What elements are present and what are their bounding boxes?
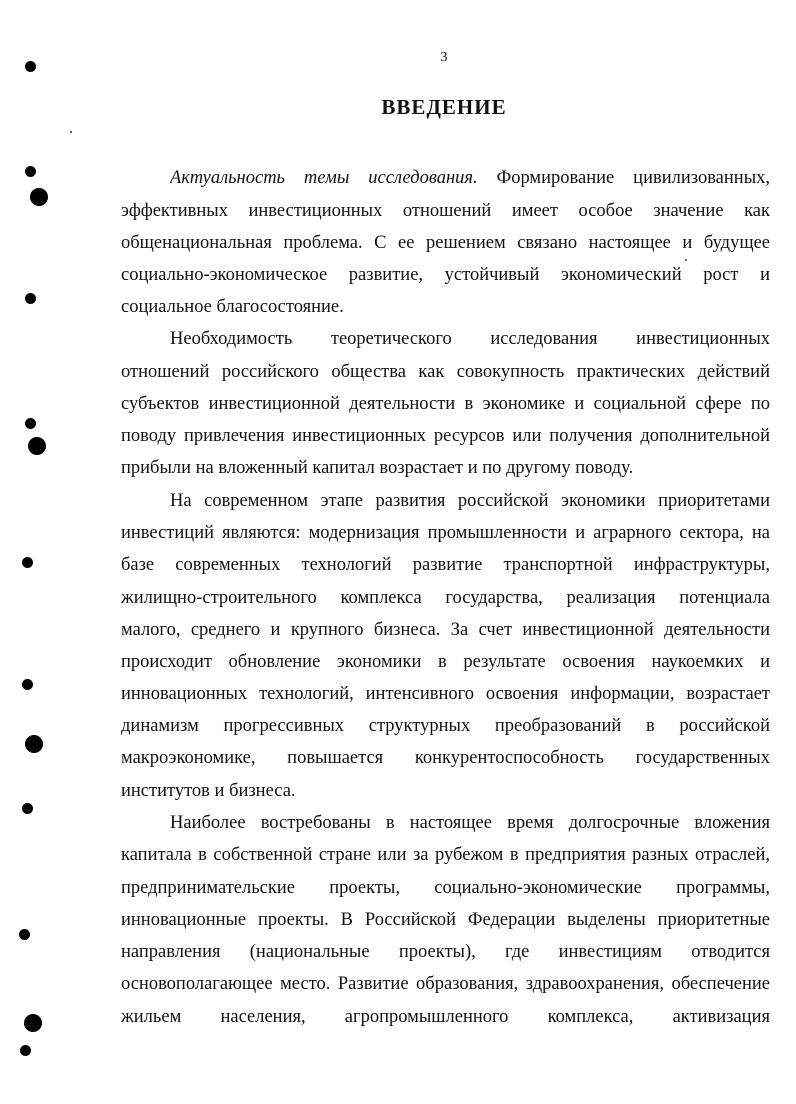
text-line: прибыли на вложенный капитал возрастает и по другому поводу. [121, 458, 634, 478]
text-line: На современном этапе развития российской экономики приоритетами [170, 491, 770, 511]
text-line: направления (национальные проекты), где инвестициям отводится [121, 942, 770, 962]
text-line: институтов и бизнеса. [121, 781, 296, 801]
binder-hole [25, 293, 36, 304]
text-line: поводу привлечения инвестиционных ресурсов или получения дополнительной [121, 426, 770, 446]
italic-lead: Актуальность темы исследования. [170, 168, 478, 188]
text-line: инвестиций являются: модернизация промышленности и аграрного сектора, на [121, 523, 770, 543]
binder-hole [24, 1014, 42, 1032]
text-line: динамизм прогрессивных структурных преобразований в российской [121, 716, 770, 736]
line-text: Формирование цивилизованных, [477, 168, 770, 188]
text-line: происходит обновление экономики в результате освоения наукоемких и [121, 652, 770, 672]
binder-hole [25, 418, 36, 429]
text-line: общенациональная проблема. С ее решением связано настоящее и будущее [121, 233, 770, 253]
binder-hole [20, 1045, 31, 1056]
text-line: капитала в собственной стране или за рубежом в предприятия разных отраслей, [121, 845, 770, 865]
scan-speck [685, 259, 687, 261]
text-line: социально-экономическое развитие, устойчивый экономический рост и [121, 265, 770, 285]
text-line: малого, среднего и крупного бизнеса. За счет инвестиционной деятельности [121, 620, 770, 640]
binder-hole [30, 188, 48, 206]
text-line: социальное благосостояние. [121, 297, 344, 317]
binder-hole [19, 929, 30, 940]
text-line: базе современных технологий развитие транспортной инфраструктуры, [121, 555, 770, 575]
binder-hole [25, 735, 43, 753]
scan-speck [70, 131, 72, 133]
text-line: Необходимость теоретического исследования инвестиционных [170, 329, 770, 349]
text-line [170, 166, 770, 190]
text-line: субъектов инвестиционной деятельности в экономике и социальной сфере по [121, 394, 770, 414]
binder-hole [22, 803, 33, 814]
text-line: инновационные проекты. В Российской Федерации выделены приоритетные [121, 910, 770, 930]
text-line: Наиболее востребованы в настоящее время долгосрочные вложения [170, 813, 770, 833]
text-line: основополагающее место. Развитие образования, здравоохранения, обеспечение [121, 974, 770, 994]
text-line: инновационных технологий, интенсивного освоения информации, возрастает [121, 684, 770, 704]
text-line: отношений российского общества как совокупность практических действий [121, 362, 770, 382]
binder-hole [22, 557, 33, 568]
page-number: 3 [440, 50, 448, 65]
text-line: эффективных инвестиционных отношений имеет особое значение как [121, 201, 770, 221]
binder-hole [22, 679, 33, 690]
binder-hole [25, 166, 36, 177]
page-title: ВВЕДЕНИЕ [381, 95, 507, 119]
text-line: жилищно-строительного комплекса государства, реализация потенциала [121, 588, 770, 608]
text-line: макроэкономике, повышается конкурентоспособность государственных [121, 748, 770, 768]
text-line: предпринимательские проекты, социально-экономические программы, [121, 878, 770, 898]
binder-hole [28, 437, 46, 455]
text-line: жильем населения, агропромышленного комплекса, активизация [121, 1007, 770, 1027]
